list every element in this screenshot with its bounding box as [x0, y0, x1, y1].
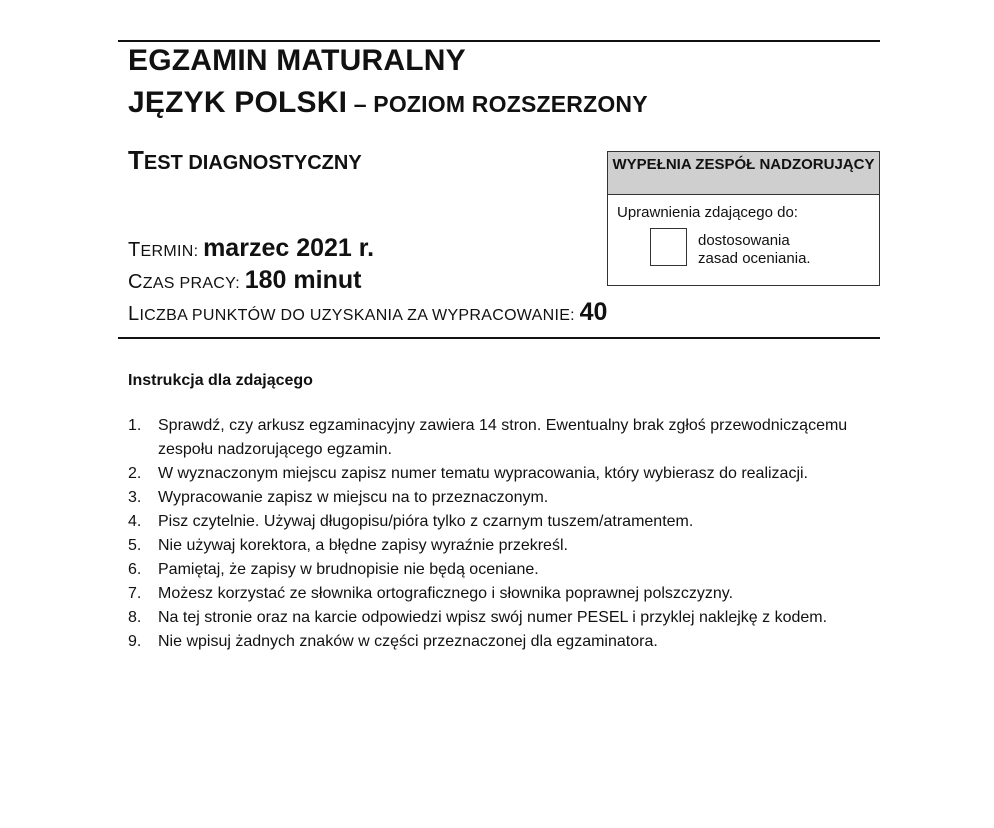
exam-points-label	[128, 303, 580, 325]
exam-duration-label	[128, 271, 245, 293]
exam-subject	[128, 86, 648, 120]
list-item-number: 5.	[128, 537, 142, 554]
instructions-title: Instrukcja dla zdającego	[128, 372, 313, 389]
exam-date-label	[128, 239, 204, 261]
list-item-text: W wyznaczonym miejscu zapisz numer tematu wypracowania, który wybierasz do realizacji.	[158, 465, 808, 482]
list-item-text: Pamiętaj, że zapisy w brudnopisie nie będą oceniane.	[158, 561, 539, 578]
list-item-number: 4.	[128, 513, 142, 530]
top-rule	[118, 40, 880, 42]
test-title	[128, 145, 362, 176]
supervisor-box	[607, 151, 880, 286]
subject-name: JĘZYK POLSKI	[128, 86, 348, 119]
exam-title: EGZAMIN MATURALNY	[128, 44, 466, 77]
list-item	[128, 582, 848, 606]
exam-points-label-rest: ICZBA PUNKTÓW DO UZYSKANIA ZA WYPRACOWANIE:	[139, 307, 580, 324]
adjustment-option-line1: dostosowania	[698, 232, 790, 249]
exam-date-value: marzec 2021 r.	[203, 234, 375, 262]
adjustment-checkbox[interactable]	[650, 228, 687, 266]
exam-date-label-rest: ERMIN:	[140, 243, 204, 260]
exam-date	[128, 234, 374, 263]
list-item	[128, 486, 848, 510]
exam-duration-label-rest: ZAS PRACY:	[142, 275, 245, 292]
list-item-number: 3.	[128, 489, 142, 506]
list-item	[128, 462, 848, 486]
list-item-text: Wypracowanie zapisz w miejscu na to przeznaczonym.	[158, 489, 549, 506]
exam-duration-value: 180 minut	[244, 266, 362, 294]
list-item-number: 6.	[128, 561, 142, 578]
instructions-list	[128, 414, 848, 654]
adjustment-option-line2: zasad oceniania.	[698, 250, 811, 267]
list-item-number: 2.	[128, 465, 142, 482]
subject-level: – POZIOM ROZSZERZONY	[347, 91, 648, 117]
supervisor-box-label: Uprawnienia zdającego do:	[617, 204, 798, 221]
list-item-number: 9.	[128, 633, 142, 650]
list-item-text: Możesz korzystać ze słownika ortograficznego i słownika poprawnej polszczyzny.	[158, 585, 734, 602]
exam-points-value: 40	[579, 298, 608, 326]
exam-points	[128, 298, 607, 327]
list-item-number: 1.	[128, 417, 142, 434]
list-item-text: Na tej stronie oraz na karcie odpowiedzi wpisz swój numer PESEL i przyklej naklejkę z kodem.	[158, 609, 828, 626]
list-item	[128, 534, 848, 558]
supervisor-box-header: WYPEŁNIA ZESPÓŁ NADZORUJĄCY	[608, 152, 879, 195]
exam-duration-label-initial: C	[128, 271, 143, 293]
list-item	[128, 558, 848, 582]
list-item	[128, 606, 848, 630]
list-item-text: Pisz czytelnie. Używaj długopisu/pióra tylko z czarnym tuszem/atramentem.	[158, 513, 694, 530]
list-item-number: 8.	[128, 609, 142, 626]
exam-duration	[128, 266, 361, 295]
exam-date-label-initial: T	[128, 239, 141, 261]
test-title-initial: T	[128, 145, 144, 175]
list-item-text: Sprawdź, czy arkusz egzaminacyjny zawiera 14 stron. Ewentualny brak zgłoś przewodniczącemu zespołu nadzorującego egzamin.	[158, 417, 848, 458]
list-item	[128, 630, 848, 654]
list-item-number: 7.	[128, 585, 142, 602]
list-item	[128, 414, 848, 462]
adjustment-option	[698, 232, 811, 268]
list-item	[128, 510, 848, 534]
section-rule	[118, 337, 880, 339]
list-item-text: Nie używaj korektora, a błędne zapisy wyraźnie przekreśl.	[158, 537, 568, 554]
test-title-rest: EST DIAGNOSTYCZNY	[143, 152, 362, 174]
exam-points-label-initial: L	[128, 303, 140, 325]
list-item-text: Nie wpisuj żadnych znaków w części przeznaczonej dla egzaminatora.	[158, 633, 658, 650]
